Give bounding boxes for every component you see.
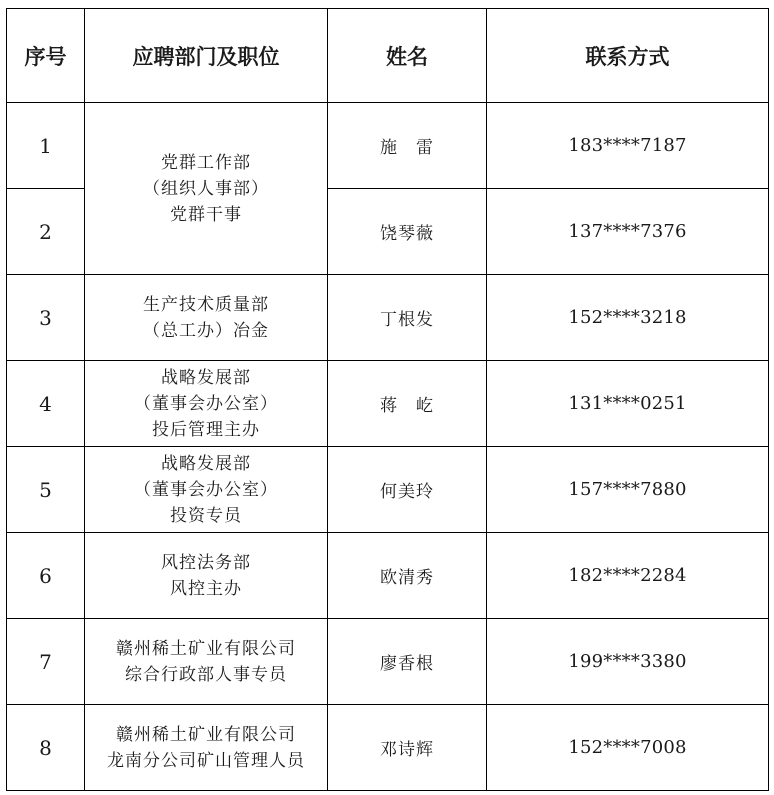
name-cell: 蒋 屹 [328, 361, 487, 447]
dept-cell [85, 275, 328, 361]
header-name: 姓名 [328, 9, 487, 103]
name-cell: 邓诗辉 [328, 705, 487, 791]
table-row [7, 275, 769, 361]
name-cell: 何美玲 [328, 447, 487, 533]
dept-line: 党群工作部 [161, 152, 251, 173]
seq-cell: 8 [7, 705, 85, 791]
table-row [7, 447, 769, 533]
dept-line: （组织人事部） [143, 178, 269, 199]
seq-cell: 7 [7, 619, 85, 705]
applicant-table [6, 8, 769, 791]
name-cell: 廖香根 [328, 619, 487, 705]
dept-line: （董事会办公室） [134, 393, 278, 414]
dept-cell [85, 533, 328, 619]
phone-cell: 137****7376 [487, 189, 769, 275]
phone-cell: 157****7880 [487, 447, 769, 533]
dept-line: （董事会办公室） [134, 479, 278, 500]
dept-line: 赣州稀土矿业有限公司 [116, 724, 296, 745]
dept-line: 风控法务部 [161, 552, 251, 573]
header-seq: 序号 [7, 9, 85, 103]
dept-line: 龙南分公司矿山管理人员 [107, 750, 305, 771]
dept-cell [85, 103, 328, 275]
dept-line: 赣州稀土矿业有限公司 [116, 638, 296, 659]
phone-cell: 152****7008 [487, 705, 769, 791]
dept-cell [85, 361, 328, 447]
seq-cell: 4 [7, 361, 85, 447]
name-cell: 施 雷 [328, 103, 487, 189]
table-row [7, 619, 769, 705]
header-dept: 应聘部门及职位 [85, 9, 328, 103]
seq-cell: 2 [7, 189, 85, 275]
table-row [7, 533, 769, 619]
table-row [7, 103, 769, 189]
dept-line: 投后管理主办 [152, 419, 260, 440]
dept-line: 战略发展部 [161, 367, 251, 388]
dept-line: （总工办）冶金 [143, 320, 269, 341]
seq-cell: 5 [7, 447, 85, 533]
dept-line: 党群干事 [170, 204, 242, 225]
phone-cell: 182****2284 [487, 533, 769, 619]
table-row [7, 361, 769, 447]
seq-cell: 3 [7, 275, 85, 361]
header-contact: 联系方式 [487, 9, 769, 103]
dept-line: 风控主办 [170, 578, 242, 599]
dept-line: 投资专员 [170, 505, 242, 526]
name-cell: 丁根发 [328, 275, 487, 361]
phone-cell: 152****3218 [487, 275, 769, 361]
name-cell: 饶琴薇 [328, 189, 487, 275]
name-cell: 欧清秀 [328, 533, 487, 619]
phone-cell: 199****3380 [487, 619, 769, 705]
table-header-row [7, 9, 769, 103]
phone-cell: 183****7187 [487, 103, 769, 189]
dept-line: 战略发展部 [161, 453, 251, 474]
dept-cell [85, 705, 328, 791]
dept-cell [85, 619, 328, 705]
seq-cell: 6 [7, 533, 85, 619]
dept-cell [85, 447, 328, 533]
phone-cell: 131****0251 [487, 361, 769, 447]
dept-line: 生产技术质量部 [143, 294, 269, 315]
dept-line: 综合行政部人事专员 [125, 664, 287, 685]
seq-cell: 1 [7, 103, 85, 189]
table-row [7, 705, 769, 791]
